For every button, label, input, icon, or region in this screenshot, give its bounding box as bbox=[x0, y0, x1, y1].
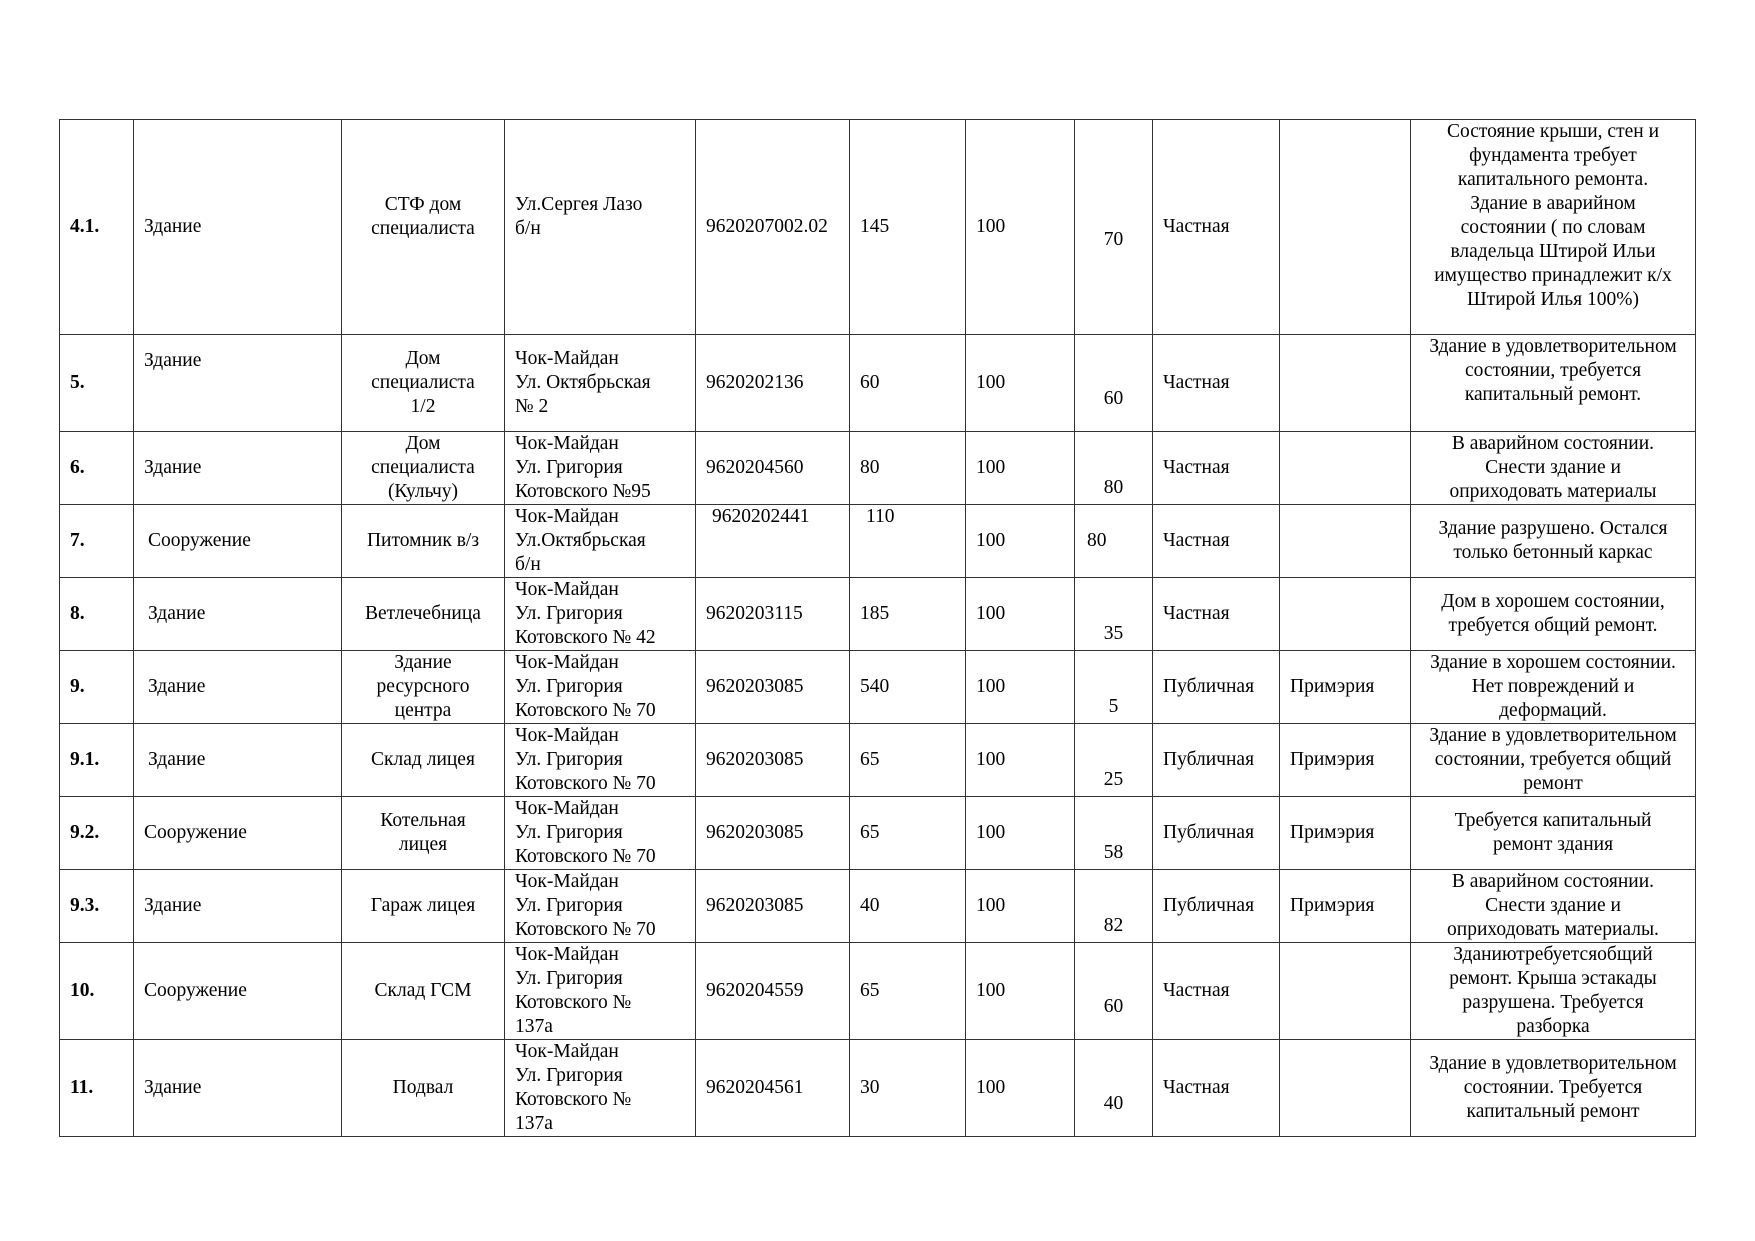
cell-area: 110 bbox=[866, 506, 895, 527]
cadastral-number bbox=[696, 1040, 850, 1137]
row-number bbox=[60, 651, 134, 724]
wear-percent bbox=[1075, 578, 1153, 651]
cell-area: 30 bbox=[860, 1077, 880, 1098]
area-value bbox=[850, 432, 966, 505]
cell-wear: 25 bbox=[1103, 769, 1124, 790]
cell-no: 8. bbox=[70, 603, 85, 624]
object-name bbox=[342, 724, 505, 797]
cell-area: 65 bbox=[860, 749, 880, 770]
property-table bbox=[59, 119, 1696, 1137]
cell-type: Здание bbox=[144, 216, 202, 237]
cell-note: Здание в удовлетворительном состоянии, требуется общий ремонт bbox=[1429, 725, 1677, 794]
cell-type: Сооружение bbox=[144, 980, 247, 1001]
object-name bbox=[342, 432, 505, 505]
cell-area: 145 bbox=[860, 216, 890, 237]
cadastral-number bbox=[696, 651, 850, 724]
cell-name: Подвал bbox=[392, 1077, 454, 1098]
table-body bbox=[60, 120, 1696, 1137]
table-row bbox=[60, 505, 1696, 578]
table-row bbox=[60, 578, 1696, 651]
ownership-type bbox=[1153, 578, 1280, 651]
share-value bbox=[966, 335, 1075, 432]
object-type bbox=[134, 432, 342, 505]
cell-name: Гараж лицея bbox=[370, 895, 476, 916]
owner-name bbox=[1280, 335, 1411, 432]
object-address bbox=[505, 120, 696, 335]
wear-percent bbox=[1075, 1040, 1153, 1137]
cell-ownership: Частная bbox=[1163, 530, 1230, 551]
cell-note: Дом в хорошем состоянии, требуется общий ремонт. bbox=[1441, 591, 1665, 636]
condition-note bbox=[1411, 943, 1696, 1040]
cell-type: Здание bbox=[148, 749, 206, 770]
cadastral-number bbox=[696, 335, 850, 432]
table-row bbox=[60, 943, 1696, 1040]
row-number bbox=[60, 797, 134, 870]
object-name bbox=[342, 1040, 505, 1137]
cadastral-number bbox=[696, 432, 850, 505]
owner-name bbox=[1280, 870, 1411, 943]
cell-area: 80 bbox=[860, 457, 880, 478]
cell-address: Чок-Майдан Ул. Григория Котовского №95 bbox=[515, 433, 651, 502]
area-value bbox=[850, 578, 966, 651]
cell-owner: Примэрия bbox=[1290, 822, 1375, 843]
owner-name bbox=[1280, 651, 1411, 724]
cell-no: 11. bbox=[70, 1077, 94, 1098]
condition-note bbox=[1411, 335, 1696, 432]
cell-name: Ветлечебница bbox=[365, 603, 481, 624]
property-table-container bbox=[59, 119, 1696, 1137]
cell-name: Здание ресурсного центра bbox=[376, 652, 470, 721]
cell-no: 9.2. bbox=[70, 822, 100, 843]
cadastral-number bbox=[696, 870, 850, 943]
object-name bbox=[342, 505, 505, 578]
wear-percent bbox=[1075, 432, 1153, 505]
cell-no: 7. bbox=[70, 530, 85, 551]
ownership-type bbox=[1153, 120, 1280, 335]
cell-type: Здание bbox=[144, 350, 202, 371]
object-name bbox=[342, 578, 505, 651]
condition-note bbox=[1411, 1040, 1696, 1137]
row-number bbox=[60, 578, 134, 651]
cell-type: Здание bbox=[144, 895, 202, 916]
ownership-type bbox=[1153, 651, 1280, 724]
cell-no: 9.3. bbox=[70, 895, 100, 916]
ownership-type bbox=[1153, 432, 1280, 505]
condition-note bbox=[1411, 578, 1696, 651]
condition-note bbox=[1411, 870, 1696, 943]
cell-address: Чок-Майдан Ул. Григория Котовского № 137а bbox=[515, 944, 632, 1037]
ownership-type bbox=[1153, 724, 1280, 797]
cell-ownership: Публичная bbox=[1163, 822, 1255, 843]
cell-cadastral: 9620204559 bbox=[706, 980, 804, 1001]
cell-owner: Примэрия bbox=[1290, 676, 1375, 697]
cell-note: Здание в удовлетворительном состоянии. Требуется капитальный ремонт bbox=[1429, 1053, 1677, 1122]
ownership-type bbox=[1153, 1040, 1280, 1137]
cell-share: 100 bbox=[976, 216, 1006, 237]
cell-address: Чок-Майдан Ул.Октябрьская б/н bbox=[515, 506, 646, 575]
owner-name bbox=[1280, 797, 1411, 870]
cell-ownership: Частная bbox=[1163, 372, 1230, 393]
cadastral-number bbox=[696, 797, 850, 870]
cell-address: Чок-Майдан Ул. Григория Котовского № 137а bbox=[515, 1041, 632, 1134]
cell-cadastral: 9620203115 bbox=[706, 603, 803, 624]
object-type bbox=[134, 120, 342, 335]
area-value bbox=[850, 1040, 966, 1137]
cell-address: Чок-Майдан Ул. Октябрьская № 2 bbox=[515, 348, 651, 417]
ownership-type bbox=[1153, 505, 1280, 578]
wear-percent bbox=[1075, 724, 1153, 797]
object-name bbox=[342, 651, 505, 724]
ownership-type bbox=[1153, 870, 1280, 943]
share-value bbox=[966, 578, 1075, 651]
table-row bbox=[60, 870, 1696, 943]
cell-ownership: Частная bbox=[1163, 216, 1230, 237]
row-number bbox=[60, 335, 134, 432]
cell-area: 60 bbox=[860, 372, 880, 393]
area-value bbox=[850, 505, 966, 578]
owner-name bbox=[1280, 578, 1411, 651]
cell-no: 6. bbox=[70, 457, 85, 478]
share-value bbox=[966, 1040, 1075, 1137]
owner-name bbox=[1280, 432, 1411, 505]
cell-no: 5. bbox=[70, 372, 85, 393]
cell-wear: 80 bbox=[1087, 530, 1107, 551]
object-address bbox=[505, 432, 696, 505]
object-type bbox=[134, 335, 342, 432]
owner-name bbox=[1280, 120, 1411, 335]
cell-share: 100 bbox=[976, 895, 1006, 916]
object-type bbox=[134, 1040, 342, 1137]
condition-note bbox=[1411, 651, 1696, 724]
wear-percent bbox=[1075, 870, 1153, 943]
cell-address: Чок-Майдан Ул. Григория Котовского № 42 bbox=[515, 579, 656, 648]
cell-share: 100 bbox=[976, 372, 1006, 393]
cell-area: 65 bbox=[860, 980, 880, 1001]
row-number bbox=[60, 943, 134, 1040]
area-value bbox=[850, 120, 966, 335]
ownership-type bbox=[1153, 943, 1280, 1040]
cell-share: 100 bbox=[976, 822, 1006, 843]
share-value bbox=[966, 943, 1075, 1040]
area-value bbox=[850, 335, 966, 432]
area-value bbox=[850, 870, 966, 943]
owner-name bbox=[1280, 505, 1411, 578]
cell-share: 100 bbox=[976, 749, 1006, 770]
object-name bbox=[342, 943, 505, 1040]
cell-no: 9. bbox=[70, 676, 85, 697]
cell-name: Котельная лицея bbox=[380, 810, 466, 855]
ownership-type bbox=[1153, 797, 1280, 870]
table-row bbox=[60, 651, 1696, 724]
wear-percent bbox=[1075, 120, 1153, 335]
cell-share: 100 bbox=[976, 676, 1006, 697]
cell-no: 10. bbox=[70, 980, 95, 1001]
cell-note: В аварийном состоянии. Снести здание и oприходовать материалы bbox=[1449, 433, 1657, 502]
share-value bbox=[966, 505, 1075, 578]
cell-no: 4.1. bbox=[70, 216, 100, 237]
share-value bbox=[966, 651, 1075, 724]
cell-area: 185 bbox=[860, 603, 890, 624]
row-number bbox=[60, 1040, 134, 1137]
object-address bbox=[505, 797, 696, 870]
cell-share: 100 bbox=[976, 530, 1006, 551]
owner-name bbox=[1280, 1040, 1411, 1137]
row-number bbox=[60, 724, 134, 797]
wear-percent bbox=[1075, 651, 1153, 724]
object-name bbox=[342, 120, 505, 335]
ownership-type bbox=[1153, 335, 1280, 432]
condition-note bbox=[1411, 120, 1696, 335]
cell-cadastral: 9620204560 bbox=[706, 457, 804, 478]
cell-type: Здание bbox=[148, 603, 206, 624]
object-address bbox=[505, 505, 696, 578]
cell-type: Сооружение bbox=[144, 822, 247, 843]
cell-name: Дом специалиста (Кульчу) bbox=[371, 433, 475, 502]
cell-owner: Примэрия bbox=[1290, 895, 1375, 916]
cell-address: Чок-Майдан Ул. Григория Котовского № 70 bbox=[515, 652, 656, 721]
object-address bbox=[505, 943, 696, 1040]
cell-note: Здание разрушено. Остался только бетонный каркас bbox=[1438, 518, 1668, 563]
object-address bbox=[505, 335, 696, 432]
area-value bbox=[850, 797, 966, 870]
cell-area: 65 bbox=[860, 822, 880, 843]
row-number bbox=[60, 432, 134, 505]
row-number bbox=[60, 870, 134, 943]
cell-note: Здание в удовлетворительном состоянии, требуется капитальный ремонт. bbox=[1429, 336, 1677, 405]
cell-share: 100 bbox=[976, 457, 1006, 478]
cell-type: Здание bbox=[144, 457, 202, 478]
condition-note bbox=[1411, 724, 1696, 797]
cell-note: Зданиютребуетсяобщий ремонт. Крыша эстакады разрушена. Требуется разборка bbox=[1449, 944, 1657, 1037]
wear-percent bbox=[1075, 943, 1153, 1040]
cell-cadastral: 9620203085 bbox=[706, 895, 804, 916]
cadastral-number bbox=[696, 505, 850, 578]
cell-ownership: Частная bbox=[1163, 1077, 1230, 1098]
cell-cadastral: 9620204561 bbox=[706, 1077, 804, 1098]
share-value bbox=[966, 797, 1075, 870]
row-number bbox=[60, 120, 134, 335]
cell-ownership: Публичная bbox=[1163, 749, 1255, 770]
cell-name: Питомник в/з bbox=[366, 530, 480, 551]
owner-name bbox=[1280, 943, 1411, 1040]
share-value bbox=[966, 120, 1075, 335]
table-row bbox=[60, 1040, 1696, 1137]
cadastral-number bbox=[696, 724, 850, 797]
cell-area: 40 bbox=[860, 895, 880, 916]
cell-cadastral: 9620202441 bbox=[712, 506, 810, 527]
cell-note: В аварийном состоянии. Снести здание и oприходовать материалы. bbox=[1447, 871, 1659, 940]
cell-ownership: Частная bbox=[1163, 457, 1230, 478]
cell-owner: Примэрия bbox=[1290, 749, 1375, 770]
area-value bbox=[850, 724, 966, 797]
object-name bbox=[342, 797, 505, 870]
cell-ownership: Частная bbox=[1163, 980, 1230, 1001]
share-value bbox=[966, 724, 1075, 797]
cell-cadastral: 9620203085 bbox=[706, 749, 804, 770]
table-row bbox=[60, 335, 1696, 432]
cell-type: Здание bbox=[148, 676, 206, 697]
cell-cadastral: 9620203085 bbox=[706, 822, 804, 843]
table-row bbox=[60, 432, 1696, 505]
share-value bbox=[966, 432, 1075, 505]
wear-percent bbox=[1075, 505, 1153, 578]
cell-address: Чок-Майдан Ул. Григория Котовского № 70 bbox=[515, 725, 656, 794]
cell-name: Склад ГСМ bbox=[374, 980, 472, 1001]
object-type bbox=[134, 505, 342, 578]
cell-cadastral: 9620207002.02 bbox=[706, 216, 828, 237]
cell-ownership: Публичная bbox=[1163, 676, 1255, 697]
cell-wear: 58 bbox=[1103, 842, 1124, 863]
area-value bbox=[850, 943, 966, 1040]
cell-type: Здание bbox=[144, 1077, 202, 1098]
cadastral-number bbox=[696, 943, 850, 1040]
condition-note bbox=[1411, 797, 1696, 870]
cell-wear: 60 bbox=[1103, 996, 1124, 1017]
object-type bbox=[134, 797, 342, 870]
table-row bbox=[60, 797, 1696, 870]
object-name bbox=[342, 335, 505, 432]
cell-wear: 5 bbox=[1108, 696, 1119, 717]
object-address bbox=[505, 1040, 696, 1137]
object-address bbox=[505, 870, 696, 943]
cell-note: Состояние крыши, стен и фундамента требует капитального ремонта. Здание в аварийном состоянии ( по словам владельца Штирой Ильи имущество принадлежит к/х Штирой Илья 100%) bbox=[1434, 121, 1672, 310]
cell-share: 100 bbox=[976, 1077, 1006, 1098]
area-value bbox=[850, 651, 966, 724]
cell-name: Склад лицея bbox=[371, 749, 475, 770]
cell-note: Требуется капитальный ремонт здания bbox=[1454, 810, 1652, 855]
cell-share: 100 bbox=[976, 980, 1006, 1001]
cell-no: 9.1. bbox=[70, 749, 100, 770]
cell-address: Ул.Сергея Лазо б/н bbox=[515, 194, 643, 239]
object-type bbox=[134, 870, 342, 943]
cell-address: Чок-Майдан Ул. Григория Котовского № 70 bbox=[515, 871, 656, 940]
cell-note: Здание в хорошем состоянии. Нет повреждений и деформаций. bbox=[1430, 652, 1676, 721]
cell-ownership: Публичная bbox=[1163, 895, 1255, 916]
share-value bbox=[966, 870, 1075, 943]
object-address bbox=[505, 651, 696, 724]
cadastral-number bbox=[696, 578, 850, 651]
cell-name: Дом специалиста 1/2 bbox=[371, 348, 475, 417]
cell-ownership: Частная bbox=[1163, 603, 1230, 624]
cell-name: СТФ дом специалиста bbox=[371, 194, 475, 239]
cell-cadastral: 9620202136 bbox=[706, 372, 804, 393]
cadastral-number bbox=[696, 120, 850, 335]
object-type bbox=[134, 651, 342, 724]
condition-note bbox=[1411, 505, 1696, 578]
cell-address: Чок-Майдан Ул. Григория Котовского № 70 bbox=[515, 798, 656, 867]
cell-cadastral: 9620203085 bbox=[706, 676, 804, 697]
cell-share: 100 bbox=[976, 603, 1006, 624]
object-address bbox=[505, 724, 696, 797]
wear-percent bbox=[1075, 335, 1153, 432]
cell-type: Сооружение bbox=[148, 530, 251, 551]
object-type bbox=[134, 943, 342, 1040]
row-number bbox=[60, 505, 134, 578]
cell-wear: 70 bbox=[1103, 229, 1124, 250]
cell-area: 540 bbox=[860, 676, 890, 697]
table-row bbox=[60, 724, 1696, 797]
owner-name bbox=[1280, 724, 1411, 797]
object-name bbox=[342, 870, 505, 943]
cell-wear: 40 bbox=[1103, 1093, 1124, 1114]
object-type bbox=[134, 578, 342, 651]
cell-wear: 60 bbox=[1103, 388, 1124, 409]
object-type bbox=[134, 724, 342, 797]
cell-wear: 35 bbox=[1103, 623, 1124, 644]
cell-wear: 80 bbox=[1103, 477, 1124, 498]
wear-percent bbox=[1075, 797, 1153, 870]
cell-wear: 82 bbox=[1103, 915, 1124, 936]
condition-note bbox=[1411, 432, 1696, 505]
table-row bbox=[60, 120, 1696, 335]
object-address bbox=[505, 578, 696, 651]
